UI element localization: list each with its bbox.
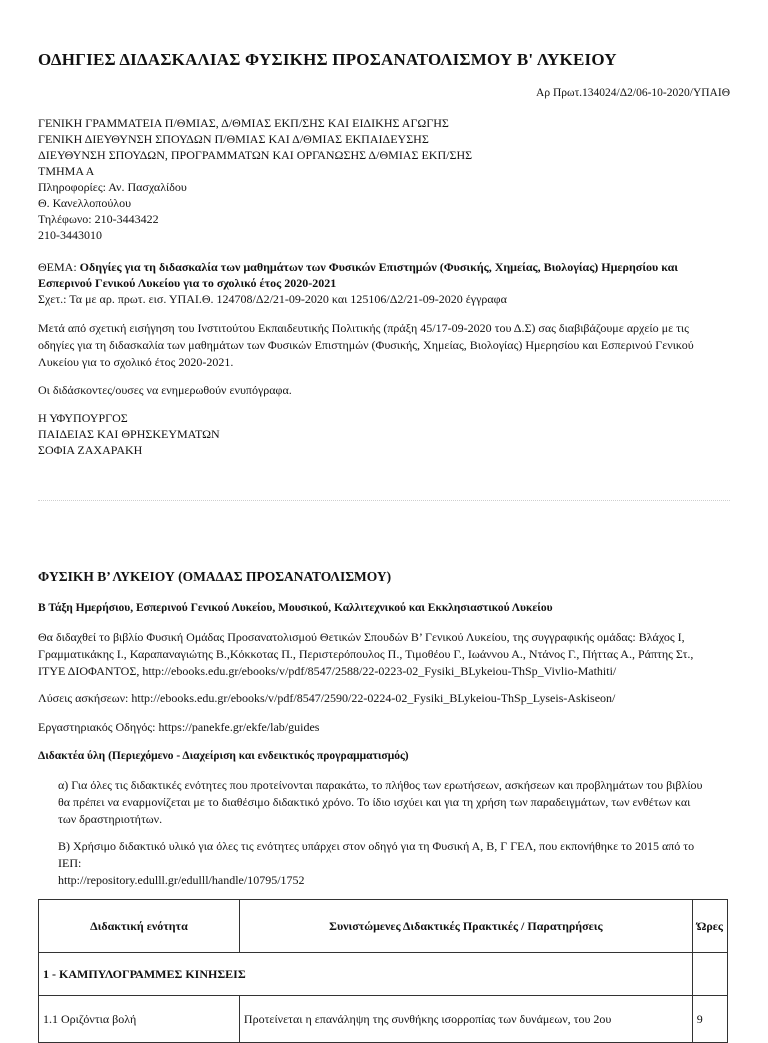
note-line: θα πρέπει να εναρμονίζεται με το διαθέσιμο διδακτικό χρόνο. Το ίδιο ισχύει και για τη χρήση των παραδειγμάτων, των ενθέτων και bbox=[58, 795, 691, 809]
note-b bbox=[58, 838, 730, 889]
signature-line: ΣΟΦΙΑ ΖΑΧΑΡΑΚΗ bbox=[38, 443, 143, 457]
book-line: Γραμματικάκης Ι., Καραπαναγιώτης Β.,Κόκκοτας Π., Περιστερόπουλος Π., Τιμοθέου Γ., Ιωάννου Α., Ντάνος Γ., Πήττας Α., Ράπτης Στ., bbox=[38, 647, 694, 661]
subject-line bbox=[38, 259, 730, 275]
unit-row bbox=[39, 953, 728, 996]
table-row bbox=[39, 996, 728, 1043]
header-hours: Ώρες bbox=[692, 900, 727, 953]
sender-line: Τηλέφωνο: 210-3443422 bbox=[38, 212, 159, 226]
unit-title: 1 - ΚΑΜΠΥΛΟΓΡΑΜΜΕΣ ΚΙΝΗΣΕΙΣ bbox=[39, 953, 693, 996]
classes-line: Β Τάξη Ημερήσιου, Εσπερινού Γενικού Λυκείου, Μουσικού, Καλλιτεχνικού και Εκκλησιαστικού Λυκείου bbox=[38, 602, 553, 614]
section-divider bbox=[38, 500, 730, 501]
sender-line: ΔΙΕΥΘΥΝΣΗ ΣΠΟΥΔΩΝ, ΠΡΟΓΡΑΜΜΑΤΩΝ ΚΑΙ ΟΡΓΑΝΩΣΗΣ Δ/ΘΜΙΑΣ ΕΚΠ/ΣΗΣ bbox=[38, 148, 473, 162]
header-practices: Συνιστώμενες Διδακτικές Πρακτικές / Παρατηρήσεις bbox=[239, 900, 692, 953]
lab-guide-link[interactable]: Εργαστηριακός Οδηγός: https://panekfe.gr/ekfe/lab/guides bbox=[38, 720, 320, 734]
intro-line: οδηγίες για τη διδασκαλία των μαθημάτων των Φυσικών Επιστημών (Φυσικής, Χημείας, Βιολογίας) Ημερησίου και Εσπερινού Γενικού bbox=[38, 338, 694, 352]
sender-line: Πληροφορίες: Αν. Πασχαλίδου bbox=[38, 180, 187, 194]
subject-text-cont: Εσπερινού Γενικού Λυκείου για το σχολικό έτος 2020-2021 bbox=[38, 276, 337, 290]
sender-line: ΓΕΝΙΚΗ ΓΡΑΜΜΑΤΕΙΑ Π/ΘΜΙΑΣ, Δ/ΘΜΙΑΣ ΕΚΠ/ΣΗΣ ΚΑΙ ΕΙΔΙΚΗΣ ΑΓΩΓΗΣ bbox=[38, 116, 449, 130]
note-line: ΙΕΠ: bbox=[58, 856, 82, 870]
sender-line: 210-3443010 bbox=[38, 228, 102, 242]
solutions-link[interactable]: Λύσεις ασκήσεων: http://ebooks.edu.gr/ebooks/v/pdf/8547/2590/22-0224-02_Fysiki_BLykeiou-ThSp_Lyseis-Askiseon/ bbox=[38, 691, 616, 705]
row-hours: 9 bbox=[692, 996, 727, 1043]
note-line: των δραστηριοτήτων. bbox=[58, 812, 163, 826]
row-practice: Προτείνεται η επανάληψη της συνθήκης ισορροπίας των δυνάμεων, του 2ου bbox=[239, 996, 692, 1043]
row-unit: 1.1 Οριζόντια βολή bbox=[39, 996, 240, 1043]
book-link[interactable]: ΙΤΥΕ ΔΙΟΦΑΝΤΟΣ, http://ebooks.edu.gr/ebooks/v/pdf/8547/2588/22-0223-02_Fysiki_BLykeiou-ThSp_Vivlio-Mathiti/ bbox=[38, 664, 617, 678]
section-title: ΦΥΣΙΚΗ Β’ ΛΥΚΕΙΟΥ (ΟΜΑΔΑΣ ΠΡΟΣΑΝΑΤΟΛΙΣΜΟΥ) bbox=[38, 569, 392, 584]
syllabus-heading: Διδακτέα ύλη (Περιεχόμενο - Διαχείριση και ενδεικτικός προγραμματισμός) bbox=[38, 750, 409, 762]
signature-block bbox=[38, 410, 730, 458]
curriculum-table bbox=[38, 899, 728, 1043]
protocol-number: Αρ Πρωτ.134024/Δ2/06-10-2020/ΥΠΑΙΘ bbox=[536, 87, 730, 99]
sender-line: ΓΕΝΙΚΗ ΔΙΕΥΘΥΝΣΗ ΣΠΟΥΔΩΝ Π/ΘΜΙΑΣ ΚΑΙ Δ/ΘΜΙΑΣ ΕΚΠΑΙΔΕΥΣΗΣ bbox=[38, 132, 429, 146]
intro-line: Λυκείου για το σχολικό έτος 2020-2021. bbox=[38, 355, 234, 369]
signature-line: ΠΑΙΔΕΙΑΣ ΚΑΙ ΘΡΗΣΚΕΥΜΑΤΩΝ bbox=[38, 427, 220, 441]
table-header-row bbox=[39, 900, 728, 953]
signature-line: Η ΥΦΥΠΟΥΡΓΟΣ bbox=[38, 411, 128, 425]
repository-link[interactable]: http://repository.edulll.gr/edulll/handle/10795/1752 bbox=[58, 873, 305, 887]
note-line: Β) Χρήσιμο διδακτικό υλικό για όλες τις ενότητες υπάρχει στον οδηγό για τη Φυσική Α, Β, Γ ΓΕΛ, που εκπονήθηκε το 2015 από το bbox=[58, 839, 695, 853]
sender-line: ΤΜΗΜΑ Α bbox=[38, 164, 95, 178]
book-line: Θα διδαχθεί το βιβλίο Φυσική Ομάδας Προσανατολισμού Θετικών Σπουδών Β’ Γενικού Λυκείου, της συγγραφικής ομάδας: Βλάχος Ι, bbox=[38, 630, 685, 644]
intro-line: Μετά από σχετική εισήγηση του Ινστιτούτου Εκπαιδευτικής Πολιτικής (πράξη 45/17-09-2020 του Δ.Σ) σας διαβιβάζουμε αρχείο με τις bbox=[38, 321, 689, 335]
related-documents: Σχετ.: Τα με αρ. πρωτ. εισ. ΥΠΑΙ.Θ. 124708/Δ2/21-09-2020 και 125106/Δ2/21-09-2020 έγγραφα bbox=[38, 292, 507, 306]
note-line: α) Για όλες τις διδακτικές ενότητες που προτείνονται παρακάτω, το πλήθος των ερωτήσεων, ασκήσεων και προβλημάτων του βιβλίου bbox=[58, 778, 703, 792]
subject-text: Οδηγίες για τη διδασκαλία των μαθημάτων των Φυσικών Επιστημών (Φυσικής, Χημείας, Βιολογίας) Ημερησίου και bbox=[79, 260, 679, 274]
unit-hours bbox=[692, 953, 727, 996]
book-paragraph bbox=[38, 629, 730, 680]
sender-block bbox=[38, 115, 730, 243]
sender-line: Θ. Κανελλοπούλου bbox=[38, 196, 132, 210]
inform-paragraph: Οι διδάσκοντες/ουσες να ενημερωθούν ενυπόγραφα. bbox=[38, 383, 292, 397]
intro-paragraph bbox=[38, 320, 730, 371]
subject-label: ΘΕΜΑ: bbox=[38, 260, 80, 274]
document-title: ΟΔΗΓΙΕΣ ΔΙΔΑΣΚΑΛΙΑΣ ΦΥΣΙΚΗΣ ΠΡΟΣΑΝΑΤΟΛΙΣΜΟΥ Β' ΛΥΚΕΙΟΥ bbox=[38, 50, 617, 69]
header-unit: Διδακτική ενότητα bbox=[39, 900, 240, 953]
subject-block bbox=[38, 259, 730, 307]
note-a bbox=[58, 777, 730, 828]
